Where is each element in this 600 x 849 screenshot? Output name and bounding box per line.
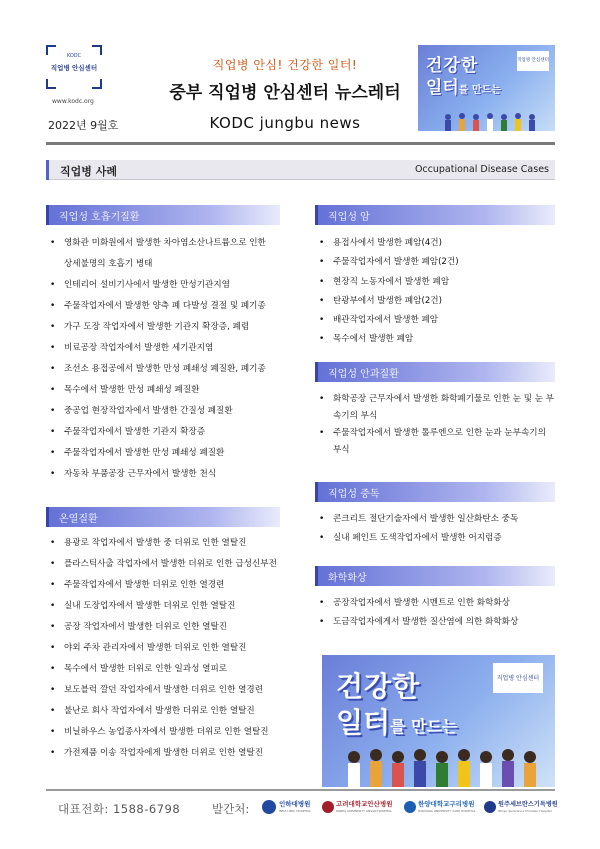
list-item: • 목수에서 발생한 더위로 인한 일과성 열피로 — [46, 663, 296, 684]
list-item: 상세불명의 호흡기 병태 — [64, 259, 153, 269]
people-illustration — [342, 743, 542, 787]
category-heat-illness: 온열질환 — [46, 507, 280, 527]
list-item: • 비닐하우스 농업종사자에서 발생한 더위로 인한 열탈진 — [46, 726, 296, 747]
banner-line1: 건강한 — [336, 670, 421, 703]
header-divider — [46, 142, 555, 145]
list-item: • 용접사에서 발생한 폐암(4건) — [315, 237, 555, 256]
list-item: • 조선소 용접공에서 발생한 만성 폐쇄성 폐질환, 폐기종 — [46, 363, 296, 384]
list-item: • 실내 도장업자에서 발생한 더위로 인한 열탈진 — [46, 600, 296, 621]
list-item: • 화학공장 근무자에서 발생한 화학폐기물로 인한 눈 및 눈 부속기의 부식 — [315, 391, 555, 425]
hospital-logo-hanyang-guri: 한양대학교구리병원 HANYANG UNIVERSITY GURI HOSPITAL — [404, 798, 482, 818]
logo-url: www.kodc.org — [52, 98, 94, 105]
category-poisoning: 직업성 중독 — [315, 482, 555, 502]
hospital-emblem-icon — [322, 801, 334, 813]
list-item: • 플라스틱사출 작업자에서 발생한 더위로 인한 급성신부전 — [46, 558, 296, 579]
list-item: • 인테리어 설비기사에서 발생한 만성기관지염 — [46, 279, 296, 300]
campaign-banner-large — [322, 655, 555, 787]
footer-phone: 대표전화: 1588-6798 — [58, 802, 181, 816]
list-item: • 중공업 현장작업자에서 발생한 간질성 폐질환 — [46, 405, 296, 426]
newsletter-title: 중부 직업병 안심센터 뉴스레터 — [169, 83, 401, 103]
list-item: • 실내 페인트 도색작업자에서 발생한 어지럼증 — [315, 532, 555, 551]
logo-name: 직업병 안심센터 — [50, 64, 98, 72]
category-chemical-burn: 화학화상 — [315, 566, 555, 586]
list-item: • 현장직 노동자에서 발생한 폐암 — [315, 276, 555, 295]
poisoning-list — [315, 513, 555, 552]
hospital-emblem-icon — [404, 801, 416, 813]
list-item: • 도금작업자에게서 발생한 질산염에 의한 화학화상 — [315, 616, 555, 635]
hospital-logo-inha: 인하대병원 INHA UNIV. HOSPITAL — [262, 798, 332, 818]
banner-line2: 일터를 만드는 — [336, 706, 458, 739]
list-item: • 주물작업자에서 발생한 더위로 인한 열경련 — [46, 579, 296, 600]
hospital-emblem-icon — [262, 800, 276, 814]
section-title: 직업병 사례 — [60, 165, 117, 178]
heat-illness-list — [46, 537, 296, 768]
section-header — [46, 160, 555, 180]
campaign-banner-small — [418, 45, 555, 131]
list-item: • 불난로 회사 작업자에서 발생한 더위로 인한 열탈진 — [46, 705, 296, 726]
hospital-logo-korea-ansan: 고려대학교안산병원 KOREA UNIVERSITY ANSAN HOSPITAL — [322, 798, 402, 818]
list-item: • 자동차 부품공장 근무자에서 발생한 천식 — [46, 468, 296, 489]
category-cancer: 직업성 암 — [315, 205, 555, 225]
list-item: • 비료공장 작업자에서 발생한 세기관지염 — [46, 342, 296, 363]
hospital-emblem-icon — [484, 801, 496, 813]
banner-line2: 일터를 만드는 — [426, 78, 501, 98]
list-item: • 주물작업자에서 발생한 폐암(2건) — [315, 256, 555, 275]
list-item: • 주물작업자에서 발생한 기관지 확장증 — [46, 426, 296, 447]
footer-publisher-label: 발간처: — [212, 802, 250, 816]
hospital-logo-wonju-severance: 원주세브란스기독병원 Wonju Severance Christian Hospital — [484, 798, 556, 818]
list-item: • 야외 주차 관리자에서 발생한 더위로 인한 열탈진 — [46, 642, 296, 663]
list-item: • 보도블럭 깔던 작업자에서 발생한 더위로 인한 열경련 — [46, 684, 296, 705]
kodc-logo — [46, 45, 102, 89]
list-item: • 주물작업자에서 발생한 톨루엔으로 인한 눈과 눈부속기의 부식 — [315, 425, 555, 459]
issue-date: 2022년 9월호 — [48, 119, 119, 132]
tagline: 직업병 안심! 건강한 일터! — [212, 58, 358, 72]
banner-mini-logo: 직업병 안심센터 — [517, 51, 549, 71]
list-item: • 영화관 미화원에서 발생한 차아염소산나트륨으로 인한 — [46, 237, 296, 258]
eye-disease-list — [315, 391, 555, 459]
list-item: • 콘크리트 절단기술자에서 발생한 일산화탄소 중독 — [315, 513, 555, 532]
list-item: • 가구 도장 작업자에서 발생한 기관지 확장증, 폐렴 — [46, 321, 296, 342]
list-item: • 가전제품 이송 작업자에게 발생한 더위로 인한 열탈진 — [46, 747, 296, 768]
respiratory-list — [46, 237, 296, 489]
category-respiratory: 직업성 호흡기질환 — [46, 205, 280, 225]
people-illustration — [438, 109, 548, 131]
category-eye-disease: 직업성 안과질환 — [315, 362, 555, 382]
list-item: • 목수에서 발생한 폐암 — [315, 333, 555, 352]
list-item: • 주물작업자에서 발생한 만성 폐쇄성 폐질환 — [46, 447, 296, 468]
list-item: • 공장작업자에서 발생한 시멘트로 인한 화학화상 — [315, 597, 555, 616]
logo-abbr: KODC — [66, 53, 82, 59]
list-item: • 공장 작업자에서 발생한 더위로 인한 열탈진 — [46, 621, 296, 642]
list-item: • 탄광부에서 발생한 폐암(2건) — [315, 295, 555, 314]
list-item: • 주물작업자에서 발생한 양측 폐 다발성 결절 및 폐기종 — [46, 300, 296, 321]
banner-line1: 건강한 — [426, 56, 479, 76]
cancer-list — [315, 237, 555, 353]
list-item: • 목수에서 발생한 만성 폐쇄성 폐질환 — [46, 384, 296, 405]
newsletter-subtitle: KODC jungbu news — [209, 114, 361, 132]
chemical-burn-list — [315, 597, 555, 636]
banner-mini-logo: 직업병 안심센터 — [493, 663, 543, 693]
section-title-en: Occupational Disease Cases — [414, 164, 549, 175]
footer-divider — [46, 789, 555, 791]
list-item: • 배관작업자에서 발생한 폐암 — [315, 314, 555, 333]
list-item: • 용광로 작업자에서 발생한 중 더위로 인한 열탈진 — [46, 537, 296, 558]
